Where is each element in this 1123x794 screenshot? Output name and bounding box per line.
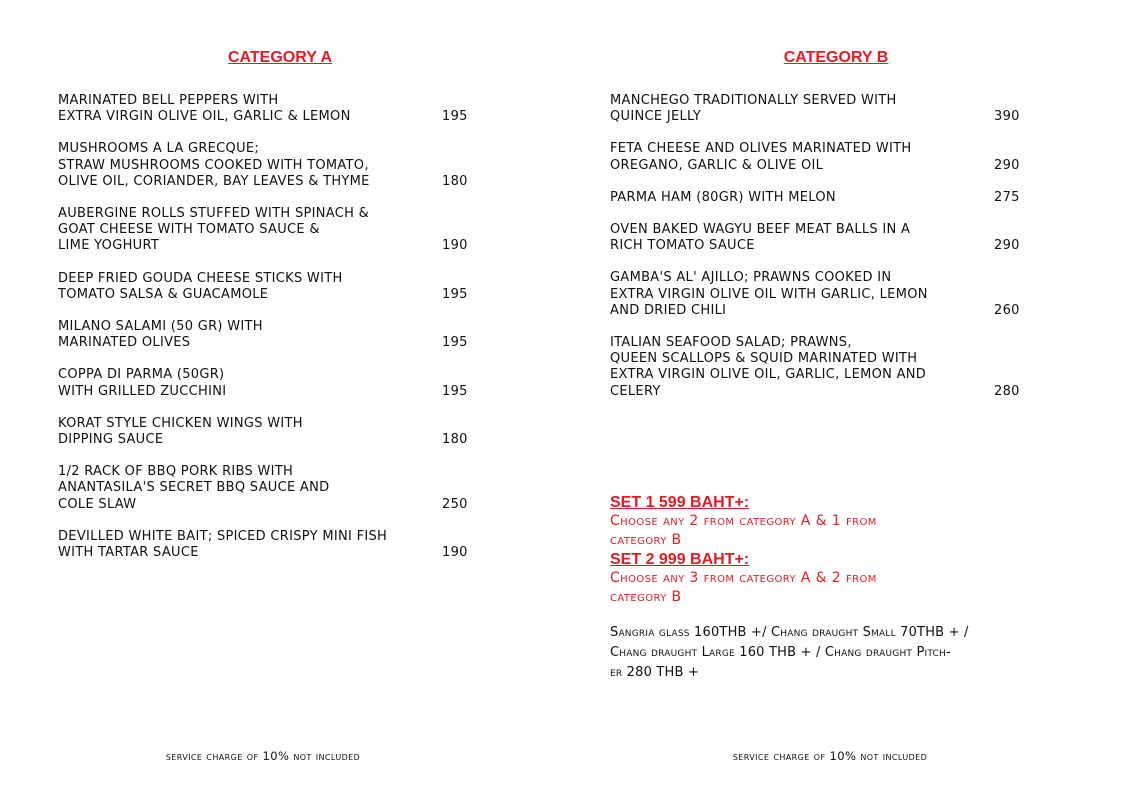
- menu-item-price: 390: [994, 109, 1020, 125]
- menu-item: [610, 335, 1030, 400]
- menu-item-price: 180: [442, 432, 468, 448]
- menu-item-price: 260: [994, 302, 1020, 318]
- menu-item: [58, 464, 478, 513]
- menu-item-price: 190: [442, 545, 468, 561]
- menu-item-name: ITALIAN SEAFOOD SALAD; PRAWNS, QUEEN SCALLOPS & SQUID MARINATED WITH EXTRA VIRGIN OLIVE OIL, GARLIC, LEMON AND CELERY: [610, 335, 927, 399]
- menu-item-price: 290: [994, 238, 1020, 254]
- menu-item: [58, 271, 478, 303]
- menu-item: [58, 529, 478, 561]
- menu-item-name: OVEN BAKED WAGYU BEEF MEAT BALLS IN A RICH TOMATO SAUCE: [610, 222, 911, 254]
- menu-item-name: MUSHROOMS A LA GRECQUE; STRAW MUSHROOMS COOKED WITH TOMATO, OLIVE OIL, CORIANDER, BAY LEAVES & THYME: [58, 141, 370, 189]
- menu-item-name: FETA CHEESE AND OLIVES MARINATED WITH OREGANO, GARLIC & OLIVE OIL: [610, 141, 912, 173]
- menu-item-name: GAMBA'S AL' AJILLO; PRAWNS COOKED IN EXTRA VIRGIN OLIVE OIL WITH GARLIC, LEMON AND DRIED CHILI: [610, 270, 928, 318]
- menu-item-price: 280: [994, 383, 1020, 399]
- category-b-title: CATEGORY B: [783, 49, 889, 66]
- menu-item-price: 195: [442, 383, 468, 399]
- menu-item-name: AUBERGINE ROLLS STUFFED WITH SPINACH & GOAT CHEESE WITH TOMATO SAUCE & LIME YOGHURT: [58, 206, 370, 254]
- category-a-items: [58, 93, 478, 577]
- set1-title: SET 1 599 BAHT+:: [610, 494, 750, 511]
- menu-item-name: KORAT STYLE CHICKEN WINGS WITH DIPPING SAUCE: [58, 415, 303, 448]
- menu-item-price: 250: [442, 496, 468, 512]
- category-b-column: [610, 0, 1070, 794]
- menu-item: [58, 416, 478, 448]
- category-a-column: [58, 0, 498, 794]
- menu-item-name: MARINATED BELL PEPPERS WITH EXTRA VIRGIN OLIVE OIL, GARLIC & LEMON: [58, 93, 351, 125]
- menu-item: [58, 206, 478, 255]
- category-b-items: [610, 93, 1030, 416]
- menu-item-name: DEVILLED WHITE BAIT; SPICED CRISPY MINI FISH WITH TARTAR SAUCE: [58, 528, 388, 561]
- menu-item: [610, 222, 1030, 254]
- menu-item-name: MANCHEGO TRADITIONALLY SERVED WITH QUINCE JELLY: [610, 93, 897, 125]
- menu-item-price: 195: [442, 109, 468, 125]
- category-a-title: CATEGORY A: [227, 49, 332, 66]
- menu-item-price: 290: [994, 157, 1020, 173]
- menu-item-price: 275: [994, 189, 1020, 205]
- set2-title: SET 2 999 BAHT+:: [610, 551, 750, 568]
- menu-item-price: 190: [442, 238, 468, 254]
- menu-item: [610, 190, 1030, 206]
- menu-item: [58, 367, 478, 399]
- set1-description: Choose any 2 from category A & 1 from category B: [610, 513, 877, 548]
- menu-item: [58, 93, 478, 125]
- menu-item-name: COPPA DI PARMA (50GR) WITH GRILLED ZUCCHINI: [58, 367, 227, 399]
- menu-item-price: 195: [442, 335, 468, 351]
- menu-item: [58, 319, 478, 351]
- drinks-note: Sangria glass 160THB +/ Chang draught Small 70THB + / Chang draught Large 160 THB + / Chang draught Pitch- er 280 THB +: [610, 625, 969, 680]
- menu-item-name: 1/2 RACK OF BBQ PORK RIBS WITH ANANTASILA'S SECRET BBQ SAUCE AND COLE SLAW: [58, 464, 330, 512]
- service-charge-note: service charge of 10% not included: [732, 749, 928, 763]
- service-charge-note: service charge of 10% not included: [165, 749, 361, 763]
- menu-item-price: 180: [442, 173, 468, 189]
- menu-item-name: MILANO SALAMI (50 GR) WITH MARINATED OLIVES: [58, 319, 263, 351]
- menu-item-name: PARMA HAM (80GR) WITH MELON: [610, 189, 836, 205]
- set-offers: [610, 493, 1030, 607]
- menu-item: [610, 270, 1030, 319]
- menu-item-name: DEEP FRIED GOUDA CHEESE STICKS WITH TOMATO SALSA & GUACAMOLE: [58, 270, 343, 302]
- menu-item: [58, 141, 478, 190]
- menu-item: [610, 93, 1030, 125]
- set2-description: Choose any 3 from category A & 2 from category B: [610, 570, 877, 605]
- menu-item-price: 195: [442, 286, 468, 302]
- menu-item: [610, 141, 1030, 173]
